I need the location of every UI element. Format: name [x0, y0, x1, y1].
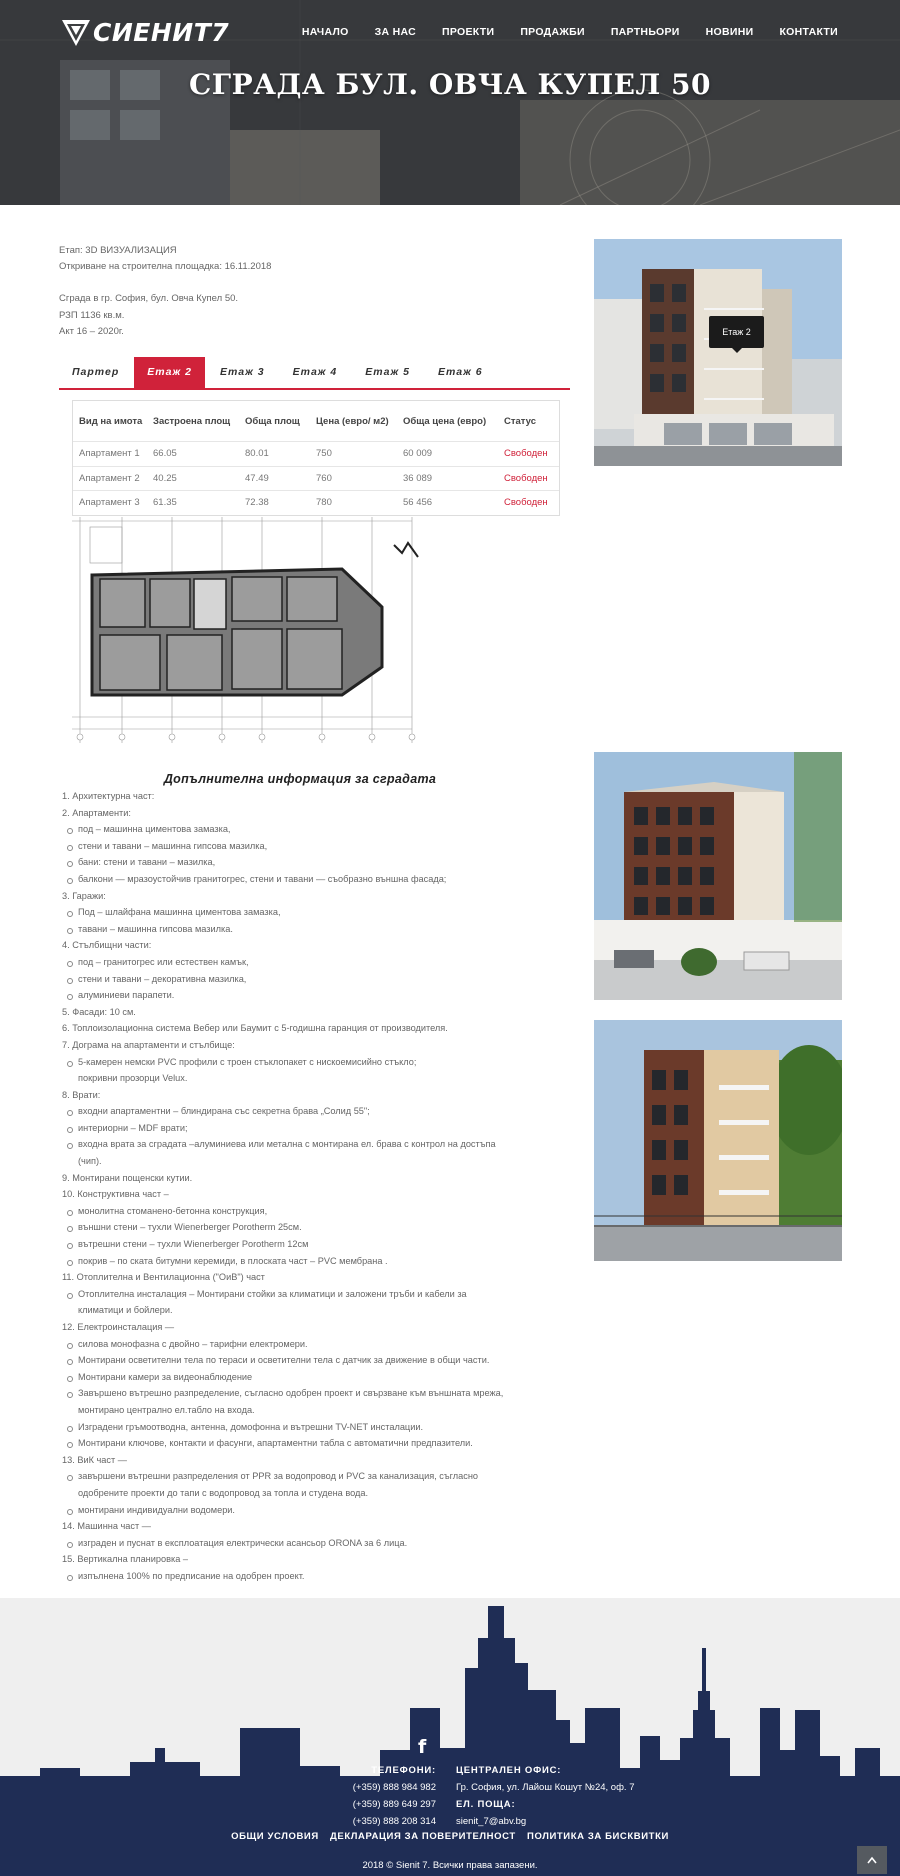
- cell-price-m2: 760: [316, 472, 332, 484]
- spec-item: завършени вътрешни разпределения от PPR за водопровод и PVC за канализация, съгласно: [62, 1468, 562, 1485]
- col-status: Статус: [504, 415, 537, 427]
- tab-floor-4[interactable]: Етаж 4: [292, 366, 338, 378]
- spec-item: (чип).: [78, 1156, 102, 1167]
- footer: [0, 1598, 900, 1876]
- cell-total-price: 36 089: [403, 472, 433, 484]
- email-label: ЕЛ. ПОЩА:: [456, 1799, 516, 1810]
- act-text: Акт 16 – 2020г.: [59, 325, 124, 337]
- spec-item: монтирани индивидуални водомери.: [62, 1502, 562, 1519]
- building-photo-3[interactable]: [594, 1020, 842, 1261]
- area-text: РЗП 1136 кв.м.: [59, 309, 125, 321]
- spec-item: стени и тавани – декоративна мазилка,: [62, 971, 562, 988]
- cell-type: Апартамент 3: [79, 497, 140, 509]
- col-total-price: Обща цена (евро): [403, 415, 487, 427]
- spec-heading: 5. Фасади: 10 см.: [62, 1006, 136, 1017]
- nav-partners[interactable]: ПАРТНЬОРИ: [610, 26, 680, 38]
- address-text: Сграда в гр. София, бул. Овча Купел 50.: [59, 293, 239, 305]
- spec-item: алуминиеви парапети.: [62, 987, 562, 1004]
- table-row[interactable]: [73, 441, 559, 466]
- office-label: ЦЕНТРАЛЕН ОФИС:: [456, 1765, 562, 1776]
- tab-floor-6[interactable]: Етаж 6: [437, 366, 483, 378]
- spec-item: Под – шлайфана машинна циментова замазка,: [62, 904, 562, 921]
- spec-item: изпълнена 100% по предписание на одобрен проект.: [62, 1568, 562, 1585]
- stage-text: Етап: 3D ВИЗУАЛИЗАЦИЯ: [59, 245, 177, 256]
- col-price-m2: Цена (евро/ м2): [316, 415, 389, 427]
- apartments-table: [72, 400, 560, 516]
- cell-total-area: 47.49: [245, 472, 269, 484]
- spec-item: вътрешни стени – тухли Wienerberger Porotherm 12см: [62, 1236, 562, 1253]
- terms-link[interactable]: ОБЩИ УСЛОВИЯ: [231, 1831, 319, 1842]
- cell-type: Апартамент 2: [79, 472, 140, 484]
- spec-item: под – гранитогрес или естествен камък,: [62, 954, 562, 971]
- spec-item: интериорни – MDF врати;: [62, 1120, 562, 1137]
- logo-text: СИЕНИТ7: [93, 18, 230, 47]
- spec-heading: 3. Гаражи:: [62, 890, 106, 901]
- tab-floor-3[interactable]: Етаж 3: [219, 366, 265, 378]
- spec-item: климатици и бойлери.: [78, 1305, 173, 1316]
- spec-heading: 13. ВиК част —: [62, 1454, 127, 1465]
- spec-item: силова монофазна с двойно – тарифни електромери.: [62, 1336, 562, 1353]
- spec-item: под – машинна циментова замазка,: [62, 821, 562, 838]
- status-badge: Свободен: [504, 497, 548, 509]
- spec-item: монтирано централно ел.табло на входа.: [78, 1404, 255, 1415]
- spec-item: Монтирани камери за видеонаблюдение: [62, 1369, 562, 1386]
- spec-heading: 10. Конструктивна част –: [62, 1189, 169, 1200]
- spec-item: одобрените проекти до тапи с водопровод за топла и студена вода.: [78, 1487, 369, 1498]
- spec-heading: 15. Вертикална планировка –: [62, 1554, 188, 1565]
- specification-list: [62, 788, 562, 1585]
- office-address: Гр. София, ул. Лайош Кошут №24, оф. 7: [456, 1782, 635, 1793]
- scroll-to-top-button[interactable]: [857, 1846, 887, 1874]
- spec-item: монолитна стоманено-бетонна конструкция,: [62, 1203, 562, 1220]
- spec-item: Монтирани ключове, контакти и фасунги, апартаментни табла с автоматични предпазители.: [62, 1435, 562, 1452]
- spec-heading: 14. Машинна част —: [62, 1521, 151, 1532]
- table-header: [73, 401, 559, 441]
- floor-plan-image[interactable]: [72, 517, 435, 743]
- spec-item: покривни прозорци Velux.: [78, 1073, 188, 1084]
- spec-heading: 6. Топлоизолационна система Вебер или Баумит с 5-годишна гаранция от производителя.: [62, 1023, 448, 1034]
- floor-tabs: [59, 357, 570, 390]
- cell-total-price: 56 456: [403, 497, 433, 509]
- cell-built-area: 61.35: [153, 497, 177, 509]
- cell-built-area: 40.25: [153, 472, 177, 484]
- tab-ground-floor[interactable]: Партер: [72, 366, 120, 378]
- spec-heading: 1. Архитектурна част:: [62, 791, 155, 801]
- cell-price-m2: 750: [316, 448, 332, 460]
- spec-item: Отоплителна инсталация – Монтирани стойки за климатици и заложени тръби и кабели за: [62, 1286, 562, 1303]
- spec-item: 5-камерен немски PVC профили с троен стъклопакет с нискоемисийно стъкло;: [62, 1054, 562, 1071]
- footer-phones: [353, 1762, 436, 1830]
- spec-heading: 2. Апартаменти:: [62, 807, 131, 818]
- spec-item: балкони — мразоустойчив гранитогрес, стени и тавани — съобразно външна фасада;: [62, 871, 562, 888]
- col-total-area: Обща площ: [245, 415, 300, 427]
- opening-date-text: Откриване на строителна площадка: 16.11.2018: [59, 261, 272, 273]
- spec-item: външни стени – тухли Wienerberger Porotherm 25см.: [62, 1219, 562, 1236]
- phone-3[interactable]: (+359) 888 208 314: [352, 1816, 436, 1827]
- nav-contacts[interactable]: КОНТАКТИ: [779, 26, 838, 38]
- project-info: [59, 243, 479, 340]
- phone-2[interactable]: (+359) 889 649 297: [352, 1799, 436, 1810]
- chevron-up-icon: [867, 1856, 877, 1864]
- spec-item: входни апартаментни – блиндирана със секретна брава „Солид 55";: [62, 1103, 562, 1120]
- nav-projects[interactable]: ПРОЕКТИ: [442, 26, 495, 38]
- nav-home[interactable]: НАЧАЛО: [301, 26, 349, 38]
- hero-banner: [0, 0, 900, 205]
- tab-floor-5[interactable]: Етаж 5: [365, 366, 410, 378]
- spec-item: стени и тавани – машинна гипсова мазилка,: [62, 838, 562, 855]
- privacy-link[interactable]: ДЕКЛАРАЦИЯ ЗА ПОВЕРИТЕЛНОСТ: [330, 1831, 516, 1842]
- spec-item: изграден и пуснат в експлоатация електрически асансьор ORONA за 6 лица.: [62, 1535, 562, 1552]
- footer-links: [0, 1831, 900, 1842]
- spec-item: Завършено вътрешно разпределение, съгласно одобрен проект и свързване към външната мрежа,: [62, 1385, 562, 1402]
- nav-about[interactable]: ЗА НАС: [374, 26, 416, 38]
- col-type: Вид на имота: [79, 415, 143, 427]
- status-badge: Свободен: [504, 472, 548, 484]
- spec-item: покрив – по ската битумни керемиди, в плоската част – PVC мембрана .: [62, 1253, 562, 1270]
- page-title: СГРАДА БУЛ. ОВЧА КУПЕЛ 50: [189, 68, 711, 101]
- table-row[interactable]: [73, 466, 559, 491]
- cell-total-area: 72.38: [245, 497, 269, 509]
- spec-item: входна врата за сградата –алуминиева или метална с монтирана ел. брава с контрол на достъпа: [62, 1136, 562, 1153]
- spec-item: Монтирани осветителни тела по тераси и осветителни тела с датчик за движение в общи части.: [62, 1352, 562, 1369]
- spec-heading: 11. Отоплителна и Вентилационна ("ОиВ") част: [62, 1272, 265, 1283]
- cell-built-area: 66.05: [153, 448, 177, 460]
- phones-label: ТЕЛЕФОНИ:: [371, 1765, 436, 1776]
- cell-total-area: 80.01: [245, 448, 269, 460]
- spec-item: Изградени гръмоотводна, антенна, домофонна и вътрешни TV-NET инсталации.: [62, 1419, 562, 1436]
- footer-office: [456, 1762, 634, 1830]
- phone-1[interactable]: (+359) 888 984 982: [352, 1782, 436, 1793]
- email-link[interactable]: sienit_7@abv.bg: [456, 1816, 527, 1827]
- spec-item: бани: стени и тавани – мазилка,: [62, 854, 562, 871]
- cell-price-m2: 780: [316, 497, 332, 509]
- spec-heading: 9. Монтирани пощенски кутии.: [62, 1172, 193, 1183]
- cell-total-price: 60 009: [403, 448, 433, 460]
- logo-mark-icon: [62, 20, 90, 46]
- cookies-link[interactable]: ПОЛИТИКА ЗА БИСКВИТКИ: [527, 1831, 669, 1842]
- building-render-photo[interactable]: [594, 239, 842, 466]
- building-photo-2[interactable]: [594, 752, 842, 1000]
- floor-tooltip: Етаж 2: [709, 316, 764, 348]
- spec-heading: 7. Дограма на апартаменти и стълбище:: [62, 1039, 235, 1050]
- cell-type: Апартамент 1: [79, 448, 140, 460]
- spec-item: тавани – машинна гипсова мазилка.: [62, 921, 562, 938]
- nav-news[interactable]: НОВИНИ: [705, 26, 754, 38]
- nav-sales[interactable]: ПРОДАЖБИ: [520, 26, 585, 38]
- spec-heading: 12. Електроинсталация —: [62, 1322, 175, 1332]
- logo[interactable]: [62, 18, 229, 47]
- tab-floor-2[interactable]: Етаж 2: [134, 357, 205, 388]
- status-badge: Свободен: [504, 448, 548, 460]
- spec-heading: 8. Врати:: [62, 1089, 101, 1100]
- main-nav: [302, 26, 838, 38]
- col-built-area: Застроена площ: [153, 415, 231, 427]
- facebook-icon[interactable]: f: [418, 1736, 427, 1758]
- copyright-text: 2018 © Sienit 7. Всички права запазени.: [362, 1860, 538, 1871]
- spec-heading: 4. Стълбищни части:: [62, 940, 152, 951]
- table-row[interactable]: [73, 490, 559, 515]
- additional-info-title: Допълнителна информация за сградата: [163, 772, 437, 786]
